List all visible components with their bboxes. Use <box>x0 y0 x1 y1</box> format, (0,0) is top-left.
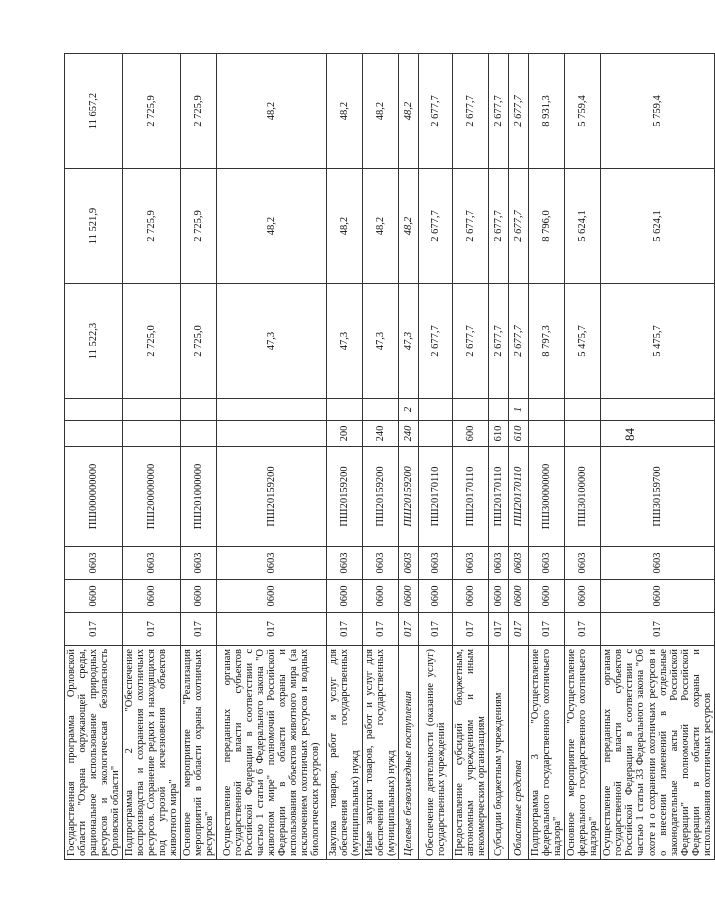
target-article-code: ПШ300000000 <box>529 447 565 547</box>
row-name: Иные закупки товаров, работ и услуг для обеспечения государственных (муниципальных) нужд <box>363 646 399 860</box>
target-article-code: ПШ200000000 <box>123 447 181 547</box>
section-code: 0600 <box>509 580 529 613</box>
funding-source-code <box>529 399 565 421</box>
table-row <box>509 54 529 860</box>
amount-year-3: 8 931,3 <box>529 54 565 169</box>
expense-type-code <box>65 421 123 447</box>
target-article-code: ПШ201000000 <box>181 447 217 547</box>
expense-type-code <box>565 421 601 447</box>
amount-year-1: 2 677,7 <box>489 284 509 399</box>
funding-source-code <box>363 399 399 421</box>
subsection-code: 0603 <box>65 547 123 580</box>
row-name: Осуществление переданных органам государственной власти субъектов Российской Федерации в соответствии с частью 1 статьи 6 Федерального закона "О животном мире" полномочий Российской Федерации в области охраны и использования объектов животного мира (за исключением охотничьих ресурсов и водных биологических ресурсов) <box>217 646 327 860</box>
target-article-code: ПШ20159200 <box>327 447 363 547</box>
row-name: Основное мероприятие "Осуществление федерального государственного охотничьего надзора" <box>565 646 601 860</box>
amount-year-2: 2 677,7 <box>419 169 453 284</box>
row-name: Подпрограмма 2 "Обеспечение воспроизводства и сохранения охотничьих ресурсов. Сохранение редких и находящихся под угрозой исчезновения объектов животного мира" <box>123 646 181 860</box>
amount-year-3: 48,2 <box>399 54 419 169</box>
amount-year-2: 2 725,9 <box>123 169 181 284</box>
row-name: Обеспечение деятельности (оказание услуг) государственных учреждений <box>419 646 453 860</box>
target-article-code: ПШ20170110 <box>419 447 453 547</box>
amount-year-3: 2 677,7 <box>509 54 529 169</box>
amount-year-3: 2 725,9 <box>123 54 181 169</box>
expense-type-code <box>529 421 565 447</box>
amount-year-1: 2 725,0 <box>181 284 217 399</box>
subsection-code: 0603 <box>509 547 529 580</box>
amount-year-1: 2 677,7 <box>419 284 453 399</box>
target-article-code: ПШ20159200 <box>399 447 419 547</box>
grbs-code: 017 <box>489 613 509 646</box>
table-row <box>327 54 363 860</box>
amount-year-2: 2 677,7 <box>489 169 509 284</box>
funding-source-code <box>217 399 327 421</box>
amount-year-1: 8 797,3 <box>529 284 565 399</box>
table-row <box>123 54 181 860</box>
expense-type-code: 200 <box>327 421 363 447</box>
row-name: Предоставление субсидий бюджетным, автономным учреждениям и иным некоммерческим организациям <box>453 646 489 860</box>
grbs-code: 017 <box>565 613 601 646</box>
expense-type-code: 610 <box>489 421 509 447</box>
section-code: 0600 <box>123 580 181 613</box>
funding-source-code <box>601 399 714 421</box>
subsection-code: 0603 <box>601 547 714 580</box>
expense-type-code <box>419 421 453 447</box>
expense-type-code <box>181 421 217 447</box>
funding-source-code: 1 <box>509 399 529 421</box>
funding-source-code <box>565 399 601 421</box>
subsection-code: 0603 <box>399 547 419 580</box>
table-row <box>419 54 453 860</box>
section-code: 0600 <box>327 580 363 613</box>
expense-type-code: 240 <box>399 421 419 447</box>
target-article-code: ПШ30100000 <box>565 447 601 547</box>
grbs-code: 017 <box>601 613 714 646</box>
grbs-code: 017 <box>363 613 399 646</box>
section-code: 0600 <box>217 580 327 613</box>
row-name: Государственная программа Орловской области "Охрана окружающей среды, рациональное использование природных ресурсов и экологическая безопасность Орловской области" <box>65 646 123 860</box>
amount-year-1: 2 677,7 <box>509 284 529 399</box>
section-code: 0600 <box>363 580 399 613</box>
amount-year-3: 48,2 <box>327 54 363 169</box>
amount-year-2: 8 796,0 <box>529 169 565 284</box>
amount-year-2: 5 624,1 <box>601 169 714 284</box>
section-code: 0600 <box>181 580 217 613</box>
funding-source-code <box>419 399 453 421</box>
amount-year-2: 11 521,9 <box>65 169 123 284</box>
subsection-code: 0603 <box>123 547 181 580</box>
expense-type-code <box>123 421 181 447</box>
subsection-code: 0603 <box>363 547 399 580</box>
grbs-code: 017 <box>181 613 217 646</box>
section-code: 0600 <box>453 580 489 613</box>
amount-year-1: 47,3 <box>399 284 419 399</box>
amount-year-1: 2 725,0 <box>123 284 181 399</box>
grbs-code: 017 <box>123 613 181 646</box>
row-name: Субсидии бюджетным учреждениям <box>489 646 509 860</box>
grbs-code: 017 <box>419 613 453 646</box>
table-row <box>399 54 419 860</box>
table-row <box>489 54 509 860</box>
subsection-code: 0603 <box>217 547 327 580</box>
table-row <box>363 54 399 860</box>
expense-type-code: 610 <box>509 421 529 447</box>
subsection-code: 0603 <box>181 547 217 580</box>
funding-source-code <box>327 399 363 421</box>
grbs-code: 017 <box>327 613 363 646</box>
section-code: 0600 <box>399 580 419 613</box>
amount-year-3: 48,2 <box>363 54 399 169</box>
amount-year-3: 5 759,4 <box>601 54 714 169</box>
target-article-code: ПШ20159200 <box>217 447 327 547</box>
budget-table <box>64 53 715 860</box>
table-row <box>181 54 217 860</box>
page-number: 84 <box>622 428 637 441</box>
section-code: 0600 <box>529 580 565 613</box>
amount-year-1: 5 475,7 <box>565 284 601 399</box>
amount-year-3: 48,2 <box>217 54 327 169</box>
row-name: Закупка товаров, работ и услуг для обеспечения государственных (муниципальных) нужд <box>327 646 363 860</box>
amount-year-2: 5 624,1 <box>565 169 601 284</box>
funding-source-code: 2 <box>399 399 419 421</box>
amount-year-2: 48,2 <box>327 169 363 284</box>
target-article-code: ПШ000000000 <box>65 447 123 547</box>
amount-year-3: 2 677,7 <box>419 54 453 169</box>
subsection-code: 0603 <box>565 547 601 580</box>
amount-year-1: 47,3 <box>217 284 327 399</box>
expense-type-code: 600 <box>453 421 489 447</box>
amount-year-2: 48,2 <box>363 169 399 284</box>
subsection-code: 0603 <box>419 547 453 580</box>
subsection-code: 0603 <box>529 547 565 580</box>
expense-type-code <box>217 421 327 447</box>
subsection-code: 0603 <box>489 547 509 580</box>
section-code: 0600 <box>419 580 453 613</box>
table-row <box>217 54 327 860</box>
amount-year-1: 47,3 <box>327 284 363 399</box>
grbs-code: 017 <box>453 613 489 646</box>
amount-year-2: 2 677,7 <box>509 169 529 284</box>
amount-year-1: 47,3 <box>363 284 399 399</box>
amount-year-2: 48,2 <box>217 169 327 284</box>
section-code: 0600 <box>601 580 714 613</box>
grbs-code: 017 <box>217 613 327 646</box>
target-article-code: ПШ30159700 <box>601 447 714 547</box>
table-row <box>565 54 601 860</box>
grbs-code: 017 <box>529 613 565 646</box>
grbs-code: 017 <box>65 613 123 646</box>
grbs-code: 017 <box>509 613 529 646</box>
amount-year-3: 5 759,4 <box>565 54 601 169</box>
row-name: Областные средства <box>509 646 529 860</box>
expense-type-code <box>601 421 714 447</box>
grbs-code: 017 <box>399 613 419 646</box>
target-article-code: ПШ20170110 <box>453 447 489 547</box>
table-row <box>453 54 489 860</box>
row-name: Осуществление переданных органам государственной власти субъектов Российской Федерации в соответствии с частью 1 статьи 33 Федерального закона "Об охоте и о сохранении охотничьих ресурсов и о внесении изменений в отдельные законодательные акты Российской Федерации" полномочий Российской Федерации в области охраны и использования охотничьих ресурсов <box>601 646 714 860</box>
table-row <box>601 54 714 860</box>
amount-year-1: 11 522,3 <box>65 284 123 399</box>
funding-source-code <box>181 399 217 421</box>
table-row <box>529 54 565 860</box>
subsection-code: 0603 <box>327 547 363 580</box>
amount-year-3: 11 657,2 <box>65 54 123 169</box>
row-name: Подпрограмма 3 "Осуществление федерального государственного охотничьего надзора" <box>529 646 565 860</box>
funding-source-code <box>489 399 509 421</box>
amount-year-2: 48,2 <box>399 169 419 284</box>
amount-year-1: 2 677,7 <box>453 284 489 399</box>
target-article-code: ПШ20170110 <box>489 447 509 547</box>
amount-year-2: 2 677,7 <box>453 169 489 284</box>
target-article-code: ПШ20170110 <box>509 447 529 547</box>
funding-source-code <box>123 399 181 421</box>
amount-year-3: 2 725,9 <box>181 54 217 169</box>
subsection-code: 0603 <box>453 547 489 580</box>
amount-year-2: 2 725,9 <box>181 169 217 284</box>
section-code: 0600 <box>65 580 123 613</box>
funding-source-code <box>453 399 489 421</box>
expense-type-code: 240 <box>363 421 399 447</box>
section-code: 0600 <box>565 580 601 613</box>
amount-year-3: 2 677,7 <box>453 54 489 169</box>
target-article-code: ПШ20159200 <box>363 447 399 547</box>
row-name: Целевые безвозмездные поступления <box>399 646 419 860</box>
amount-year-1: 5 475,7 <box>601 284 714 399</box>
row-name: Основное мероприятие "Реализация мероприятий в области охраны охотничьих ресурсов" <box>181 646 217 860</box>
funding-source-code <box>65 399 123 421</box>
section-code: 0600 <box>489 580 509 613</box>
table-row <box>65 54 123 860</box>
amount-year-3: 2 677,7 <box>489 54 509 169</box>
